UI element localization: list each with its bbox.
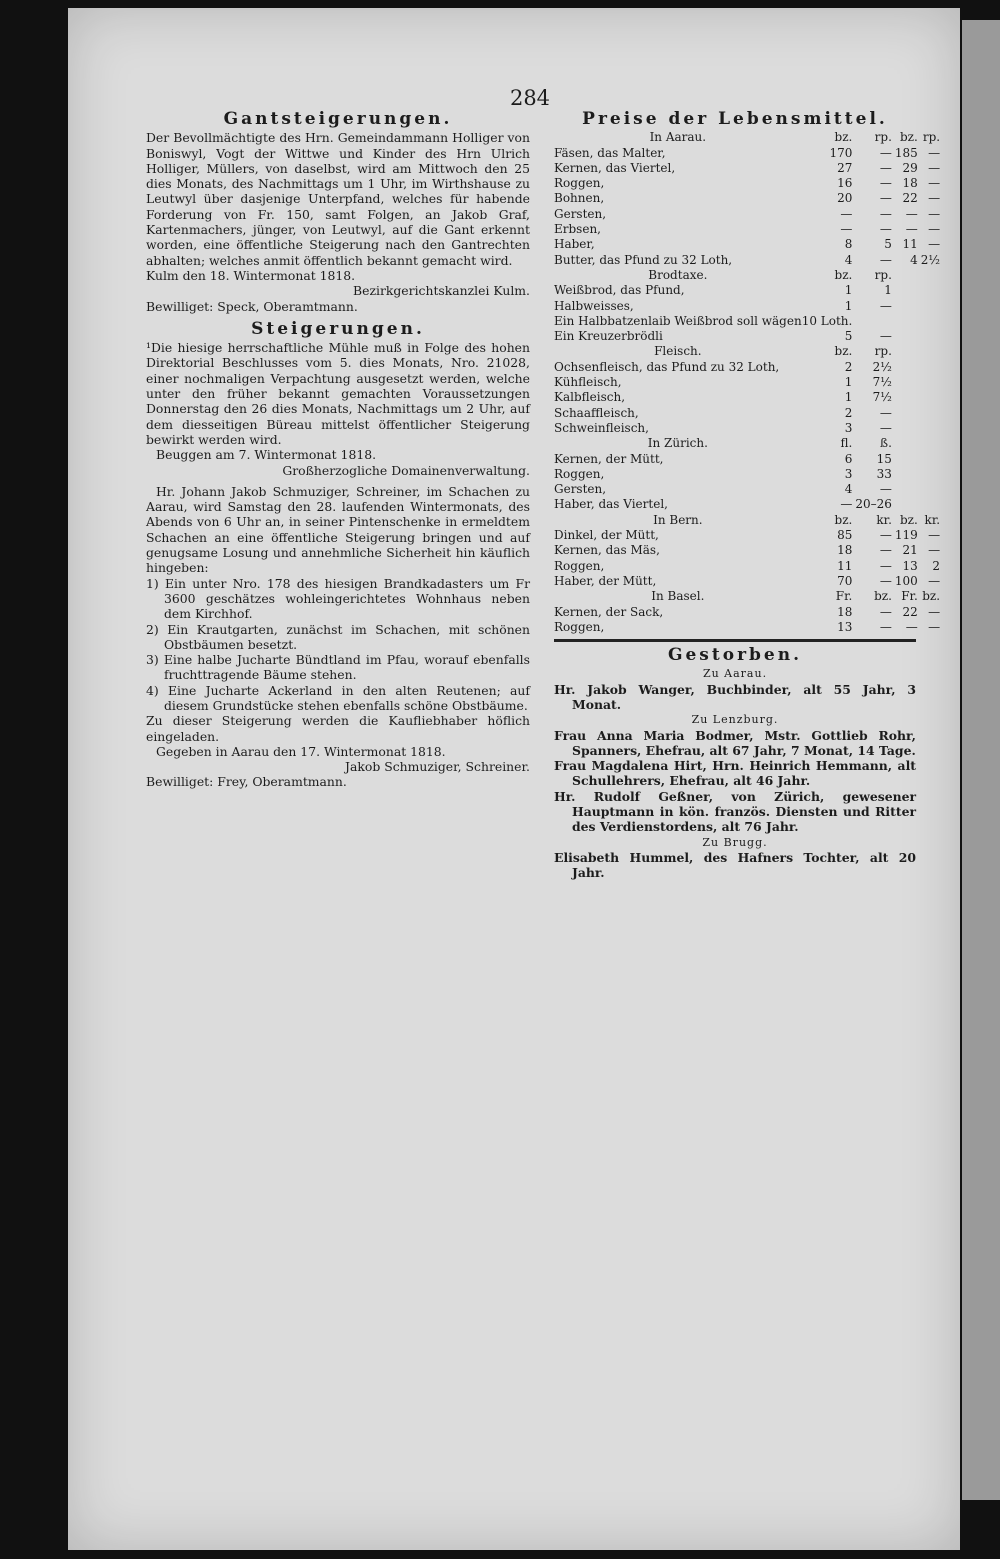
aarau-row [554,237,943,252]
basel-item-name: Roggen, [554,619,605,634]
aarau-price-value: — [879,145,892,160]
zuerich-price-value [895,497,921,512]
right-column [554,109,941,881]
zuerich-header-row [554,436,943,451]
basel-unit-header: bz. [922,589,941,604]
zuerich-price-value: 33 [876,466,892,481]
steig-office: Großherzogliche Domainenverwaltung. [282,462,530,478]
left-column [146,110,530,790]
brod-row [554,283,943,298]
brod-row [554,314,943,329]
basel-row [554,605,943,620]
brod-item-name: Halbweisses, [554,298,634,313]
fleisch-price-value [895,406,921,421]
bern-unit-header: kr. [876,512,892,527]
fleisch-row [554,375,943,390]
brod-price-value: 1 [884,283,892,298]
aarau-price-value: — [879,206,892,221]
death-place: Zu Lenzburg. [691,713,779,727]
aarau-row [554,146,943,161]
zuerich-unit-header: ß. [880,436,892,451]
fleisch-price-value: 3 [844,420,853,435]
fleisch-price-value: 7½ [872,390,892,405]
aarau-price-value: 22 [902,191,918,206]
basel-prices [554,589,943,635]
zuerich-item-name: Haber, das Viertel, [554,497,668,512]
aarau-item-name: Roggen, [554,176,605,191]
fleisch-item-name: Kalbfleisch, [554,390,626,405]
brod-item-name: Ein Kreuzerbrödli [554,329,663,344]
brod-price-value [895,299,921,314]
bern-item-name: Haber, der Mütt, [554,573,657,588]
aarau-price-value: — [879,222,892,237]
aarau-price-value: 170 [829,145,853,160]
fleisch-price-value [921,375,943,390]
bern-price-value: — [928,543,941,558]
fleisch-price-value: — [879,420,892,435]
zuerich-row [554,467,943,482]
bern-price-value: — [928,573,941,588]
bern-price-value: — [879,573,892,588]
death-entry: Hr. Rudolf Geßner, von Zürich, gewesener Hauptmann in kön. französ. Diensten und Ritter des Verdienstordens, alt 76 Jahr. [554,788,916,835]
aarau-price-value: — [928,237,941,252]
brod-row [554,299,943,314]
schmuz-approved: Bewilliget: Frey, Oberamtmann. [146,774,347,790]
brod-price-value [895,283,921,298]
aarau-item-name: Fäsen, das Malter, [554,145,666,160]
aarau-price-value: 20 [837,191,853,206]
aarau-unit-header: bz. [899,130,918,145]
bern-price-value: 18 [837,543,853,558]
aarau-row [554,207,943,222]
aarau-price-value: — [879,191,892,206]
fleisch-unit-header [895,344,921,359]
aarau-price-value: 8 [844,237,853,252]
bern-header-row [554,513,943,528]
aarau-item-name: Kernen, das Viertel, [554,160,676,175]
aarau-price-value: — [905,206,918,221]
fleisch-price-value: 1 [844,390,853,405]
brod-item-name: Weißbrod, das Pfund, [554,283,685,298]
schmuz-invite: Zu dieser Steigerung werden die Kaufliebhaber höflich eingeladen. [146,713,530,744]
aarau-price-value: — [905,222,918,237]
aarau-price-value: — [840,222,853,237]
fleisch-item-name: Ochsenfleisch, das Pfund zu 32 Loth, [554,359,780,374]
fleisch-item-name: Kühfleisch, [554,375,622,390]
death-entry: Frau Magdalena Hirt, Hrn. Heinrich Hemmann, alt Schullehrers, Ehefrau, alt 46 Jahr. [554,758,916,789]
fleisch-item-name: Schaaffleisch, [554,405,639,420]
aarau-row [554,191,943,206]
aarau-price-value: 27 [837,160,853,175]
death-entry: Elisabeth Hummel, des Hafners Tochter, alt 20 Jahr. [554,849,916,881]
bern-price-value: 21 [902,543,918,558]
bern-unit-header: bz. [834,512,853,527]
aarau-header-row [554,130,943,145]
aarau-price-value: — [840,206,853,221]
deaths-heading: Gestorben. [667,645,803,666]
aarau-unit-header: bz. [834,130,853,145]
aarau-price-value: 4 [910,252,918,267]
basel-row [554,620,943,635]
fleisch-price-value: 2 [844,405,853,420]
next-page-edge [962,20,1000,1500]
zuerich-price-value [895,482,921,497]
zuerich-price-value [921,452,943,467]
bern-price-value: 100 [894,573,918,588]
fleisch-price-value [895,390,921,405]
bern-prices [554,513,943,589]
basel-price-value: — [905,619,918,634]
brod-row [554,329,943,344]
aarau-price-value: — [928,222,941,237]
basel-price-value: — [879,604,892,619]
brod-section-label: Brodtaxe. [648,267,708,282]
brod-price-value [921,329,943,344]
bern-row [554,528,943,543]
aarau-price-value: — [928,176,941,191]
bern-price-value: — [879,543,892,558]
fleisch-price-value [921,406,943,421]
fleisch-price-value: 2½ [872,359,892,374]
bern-price-value: — [879,558,892,573]
aarau-price-value: — [879,252,892,267]
fleisch-prices [554,344,943,436]
fleisch-item-name: Schweinfleisch, [554,420,649,435]
zuerich-section-label: In Zürich. [647,436,708,451]
aarau-row [554,253,943,268]
basel-item-name: Kernen, der Sack, [554,604,664,619]
aarau-price-value: 4 [844,252,853,267]
fleisch-price-value [895,421,921,436]
zuerich-price-value: 15 [876,451,892,466]
fleisch-price-value [921,421,943,436]
basel-header-row [554,589,943,604]
fleisch-price-value: 1 [844,375,853,390]
zuerich-price-value: 20–26 [855,497,892,512]
schmuz-item-2: 2) Ein Krautgarten, zunächst im Schachen, mit schönen Obstbäumen besetzt. [146,621,530,652]
bern-row [554,559,943,574]
brod-price-value [921,299,943,314]
fleisch-header-row [554,344,943,359]
steig-heading: Steigerungen. [251,318,425,339]
zuerich-prices [554,436,943,512]
brod-unit-header: rp. [874,267,892,282]
aarau-unit-header: rp. [922,130,941,145]
zuerich-price-value: — [840,497,853,512]
steig-body: ¹Die hiesige herrschaftliche Mühle muß in Folge des hohen Direktorial Beschlusses vom 5. dies Monats, Nro. 21028, einer nochmaligen Verpachtung ausgesetzt werden, welche unter den früher bekannt gemachten Voraussetzungen Donnerstag den 26 dies Monats, Nachmittags um 2 Uhr, auf dem diesseitigen Büreau mittelst öffentlicher Steigerung bewirkt werden wird. [146,340,530,447]
zuerich-item-name: Kernen, der Mütt, [554,451,664,466]
brod-item-name: Ein Halbbatzenlaib Weißbrod soll wägen [554,313,802,328]
aarau-price-value: — [879,176,892,191]
zuerich-unit-header [895,436,921,451]
aarau-prices [554,130,943,268]
bern-price-value: — [928,528,941,543]
brod-price-value: 1 [844,283,853,298]
aarau-unit-header: rp. [874,130,892,145]
fleisch-row [554,390,943,405]
fleisch-unit-header: rp. [874,344,892,359]
zuerich-unit-header [921,436,943,451]
zuerich-item-name: Gersten, [554,482,607,497]
section-divider [554,639,916,642]
schmuz-item-4: 4) Eine Jucharte Ackerland in den alten Reutenen; auf diesem Grundstücke stehen ebenfalls schöne Obstbäume. [146,682,530,713]
aarau-price-value: — [928,191,941,206]
fleisch-section-label: Fleisch. [654,344,702,359]
gant-date: Kulm den 18. Wintermonat 1818. [146,267,356,283]
gant-approved: Bewilliget: Speck, Oberamtmann. [146,298,358,314]
brod-unit-header [921,268,943,283]
aarau-item-name: Butter, das Pfund zu 32 Loth, [554,252,733,267]
fleisch-row [554,360,943,375]
fleisch-price-value [921,390,943,405]
basel-price-value: — [928,604,941,619]
aarau-price-value: — [928,145,941,160]
zuerich-item-name: Roggen, [554,466,605,481]
zuerich-price-value [895,467,921,482]
zuerich-row [554,497,943,512]
gant-body: Der Bevollmächtigte des Hrn. Gemeindammann Holliger von Boniswyl, Vogt der Wittwe und Kinder des Hrn Ulrich Holliger, Müllers, von daselbst, wird am Mittwoch den 25 dies Monats, des Nachmittags um 1 Uhr, im Wirthshause zu Leutwyl über dasjenige Unterpfand, welches für habende Forderung von Fr. 150, samt Folgen, an Jakob Graf, Kartenmachers, jünger, von Leutwyl, auf die Gant erkennt worden, eine öffentliche Steigerung nach den Gantrechten abhalten; welches anmit öffentlich bekannt gemacht wird. [146,130,530,268]
bern-unit-header: kr. [924,512,941,527]
fleisch-price-value: 2 [844,359,853,374]
fleisch-row [554,406,943,421]
fleisch-unit-header [921,344,943,359]
fleisch-price-value: — [879,405,892,420]
fleisch-row [554,421,943,436]
schmuz-item-1: 1) Ein unter Nro. 178 des hiesigen Brandkadasters um Fr 3600 geschätzes wohleingerichtetes Wohnhaus neben dem Kirchhof. [146,575,530,622]
zuerich-price-value [921,497,943,512]
schmuz-date: Gegeben in Aarau den 17. Wintermonat 1818. [156,743,446,759]
aarau-price-value: — [879,160,892,175]
brod-prices [554,268,943,344]
fleisch-unit-header: bz. [834,344,853,359]
zuerich-price-value: 6 [844,451,853,466]
zuerich-row [554,482,943,497]
brod-price-value: — [879,329,892,344]
basel-price-value: 22 [902,604,918,619]
bern-section-label: In Bern. [653,512,703,527]
aarau-item-name: Bohnen, [554,191,605,206]
deaths-list [554,666,916,880]
aarau-price-value: 11 [902,237,918,252]
prices-table [554,130,943,635]
brod-unit-header: bz. [834,267,853,282]
bern-item-name: Kernen, das Mäs, [554,543,660,558]
aarau-price-value: 18 [902,176,918,191]
zuerich-price-value: — [879,482,892,497]
bern-item-name: Roggen, [554,558,605,573]
page-number: 284 [509,86,551,110]
basel-price-value: — [879,619,892,634]
prices-heading: Preise der Lebensmittel. [582,109,888,129]
aarau-price-value: 29 [902,160,918,175]
zuerich-price-value [921,467,943,482]
fleisch-price-value [895,375,921,390]
zuerich-price-value [895,452,921,467]
aarau-row [554,161,943,176]
aarau-item-name: Haber, [554,237,595,252]
basel-section-label: In Basel. [651,589,705,604]
aarau-section-label: In Aarau. [649,130,707,145]
gant-office: Bezirkgerichtskanzlei Kulm. [353,283,530,299]
aarau-row [554,222,943,237]
fleisch-price-value [921,360,943,375]
schmuz-signature: Jakob Schmuziger, Schreiner. [345,759,530,775]
brod-price-value [895,329,921,344]
aarau-price-value: 5 [884,237,892,252]
zuerich-price-value: 3 [844,466,853,481]
fleisch-price-value: 7½ [872,375,892,390]
brod-price-value: 5 [844,329,853,344]
brod-price-value [921,314,943,329]
death-entry: Frau Anna Maria Bodmer, Mstr. Gottlieb Rohr, Spanners, Ehefrau, alt 67 Jahr, 7 Monat, 14 Tage. [554,727,916,758]
zuerich-price-value: 4 [844,482,853,497]
basel-price-value: — [928,619,941,634]
basel-price-value: 18 [837,604,853,619]
zuerich-price-value [921,482,943,497]
bern-price-value: 2 [932,558,941,573]
fleisch-price-value [895,360,921,375]
basel-price-value: 13 [837,619,853,634]
aarau-price-value: 185 [894,145,918,160]
bern-unit-header: bz. [899,512,918,527]
bern-row [554,574,943,589]
death-place: Zu Brugg. [702,835,768,849]
aarau-price-value: — [928,160,941,175]
death-place: Zu Aarau. [702,667,768,681]
aarau-item-name: Gersten, [554,206,607,221]
aarau-item-name: Erbsen, [554,222,601,237]
bern-price-value: 85 [837,528,853,543]
bern-price-value: 119 [894,528,918,543]
gant-heading: Gantsteigerungen. [223,109,453,129]
aarau-row [554,176,943,191]
bern-price-value: — [879,528,892,543]
bern-row [554,543,943,558]
schmuz-body: Hr. Johann Jakob Schmuziger, Schreiner, im Schachen zu Aarau, wird Samstag den 28. laufenden Wintermonats, des Abends von 6 Uhr an, in seiner Pintenschenke in ermeldtem Schachen an eine öffentliche Steigerung bringen und auf genugsame Losung und annehmliche Sicherheit hin käuflich hingeben: [146,483,530,576]
bern-price-value: 13 [902,558,918,573]
zuerich-row [554,452,943,467]
brod-price-value [921,283,943,298]
bern-item-name: Dinkel, der Mütt, [554,528,659,543]
death-entry: Hr. Jakob Wanger, Buchbinder, alt 55 Jahr, 3 Monat. [554,681,916,712]
aarau-price-value: 16 [837,176,853,191]
aarau-price-value: — [928,206,941,221]
brod-price-value: 1 [844,298,853,313]
aarau-price-value: 2½ [920,252,941,267]
brod-unit-header [895,268,921,283]
bern-price-value: 70 [837,573,853,588]
bern-price-value: 11 [837,558,853,573]
brod-price-value: — [879,298,892,313]
basel-unit-header: Fr. [835,589,853,604]
steig-date: Beuggen am 7. Wintermonat 1818. [156,447,377,463]
basel-unit-header: Fr. [901,589,918,604]
brod-price-value [895,314,921,329]
brod-price-value [855,314,895,329]
schmuz-item-3: 3) Eine halbe Jucharte Bündtland im Pfau, worauf ebenfalls fruchttragende Bäume stehen. [146,652,530,683]
zuerich-unit-header: fl. [840,436,853,451]
brod-price-value: 10 Loth. [801,313,853,328]
brod-header-row [554,268,943,283]
basel-unit-header: bz. [874,589,892,604]
